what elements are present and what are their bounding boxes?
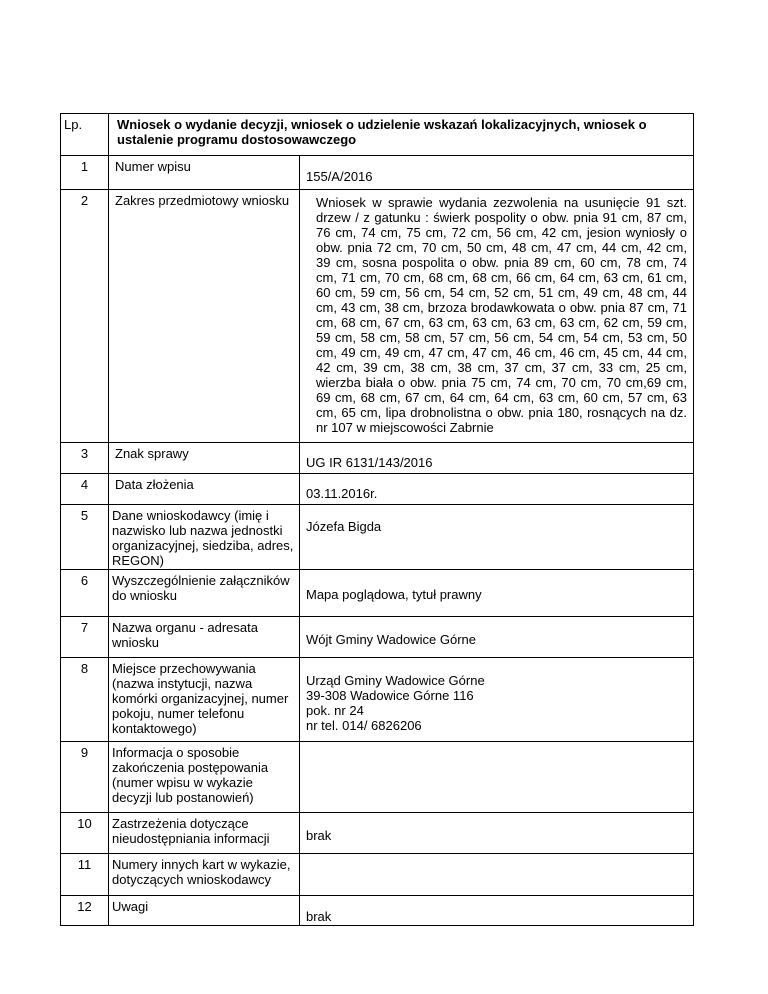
row-value: Wniosek w sprawie wydania zezwolenia na usunięcie 91 szt. drzew / z gatunku : świerk pospolity o obw. pnia 91 cm, 87 cm, 76 cm, 74 cm, 75 cm, 72 cm, 56 cm, 42 cm, jesion wyniosły o obw. pnia 72 cm, 70 cm, 50 cm, 48 cm, 47 cm, 44 cm, 42 cm, 39 cm, sosna pospolita o obw. pnia 89 cm, 60 cm, 78 cm, 74 cm, 71 cm, 70 cm, 68 cm, 68 cm, 66 cm, 64 cm, 63 cm, 61 cm, 60 cm, 59 cm, 56 cm, 54 cm, 52 cm, 51 cm, 49 cm, 48 cm, 44 cm, 43 cm, 38 cm, brzoza brodawkowata o obw. pnia 87 cm, 71 cm, 68 cm, 67 cm, 63 cm, 63 cm, 63 cm, 63 cm, 62 cm, 59 cm, 59 cm, 58 cm, 58 cm, 57 cm, 56 cm, 54 cm, 54 cm, 53 cm, 50 cm, 49 cm, 49 cm, 47 cm, 47 cm, 46 cm, 46 cm, 45 cm, 44 cm, 42 cm, 39 cm, 38 cm, 38 cm, 37 cm, 37 cm, 33 cm, 25 cm, wierzba biała o obw. pnia 75 cm, 74 cm, 70 cm, 70 cm,69 cm, 69 cm, 68 cm, 67 cm, 64 cm, 64 cm, 63 cm, 60 cm, 57 cm, 63 cm, 65 cm, lipa drobnolistna o obw. pnia 180, rosnących na dz. nr 107 w miejscowości Zabrnie xyxy=(300,190,694,443)
row-number: 11 xyxy=(61,854,109,896)
row-label: Informacja o sposobie zakończenia postępowania (numer wpisu w wykazie decyzji lub postanowień) xyxy=(109,742,300,813)
register-table xyxy=(60,113,694,926)
row-number: 9 xyxy=(61,742,109,813)
table-row xyxy=(61,658,694,742)
document-table-wrapper xyxy=(60,113,693,926)
row-number: 5 xyxy=(61,505,109,570)
table-row xyxy=(61,474,694,505)
row-value: Mapa poglądowa, tytuł prawny xyxy=(300,570,694,617)
table-row xyxy=(61,813,694,854)
address-line: 39-308 Wadowice Górne 116 xyxy=(306,688,474,703)
row-value: UG IR 6131/143/2016 xyxy=(300,443,694,474)
row-number: 7 xyxy=(61,617,109,658)
row-label: Data złożenia xyxy=(109,474,300,505)
row-value: brak xyxy=(300,813,694,854)
row-number: 3 xyxy=(61,443,109,474)
row-label: Zastrzeżenia dotyczące nieudostępniania informacji xyxy=(109,813,300,854)
header-row xyxy=(61,114,694,156)
row-label: Wyszczególnienie załączników do wniosku xyxy=(109,570,300,617)
row-value xyxy=(300,742,694,813)
header-title: Wniosek o wydanie decyzji, wniosek o udzielenie wskazań lokalizacyjnych, wniosek o ustalenie programu dostosowawczego xyxy=(109,114,694,156)
row-value xyxy=(300,854,694,896)
row-number: 10 xyxy=(61,813,109,854)
row-label: Nazwa organu - adresata wniosku xyxy=(109,617,300,658)
row-label: Dane wnioskodawcy (imię i nazwisko lub nazwa jednostki organizacyjnej, siedziba, adres, REGON) xyxy=(109,505,300,570)
table-row xyxy=(61,617,694,658)
row-label: Miejsce przechowywania (nazwa instytucji, nazwa komórki organizacyjnej, numer pokoju, numer telefonu kontaktowego) xyxy=(109,658,300,742)
address-line: pok. nr 24 xyxy=(306,703,364,718)
row-label: Zakres przedmiotowy wniosku xyxy=(109,190,300,443)
address-line: Urząd Gminy Wadowice Górne xyxy=(306,673,485,688)
row-value: brak xyxy=(300,896,694,926)
table-row xyxy=(61,854,694,896)
row-value xyxy=(300,658,694,742)
row-number: 1 xyxy=(61,156,109,190)
table-row xyxy=(61,896,694,926)
table-row xyxy=(61,505,694,570)
table-row xyxy=(61,443,694,474)
row-number: 8 xyxy=(61,658,109,742)
table-row xyxy=(61,190,694,443)
row-label: Uwagi xyxy=(109,896,300,926)
row-label: Numery innych kart w wykazie, dotyczących wnioskodawcy xyxy=(109,854,300,896)
row-number: 6 xyxy=(61,570,109,617)
table-row xyxy=(61,570,694,617)
row-value: 03.11.2016r. xyxy=(300,474,694,505)
table-row xyxy=(61,742,694,813)
row-number: 4 xyxy=(61,474,109,505)
row-value: Józefa Bigda xyxy=(300,505,694,570)
row-number: 12 xyxy=(61,896,109,926)
row-number: 2 xyxy=(61,190,109,443)
row-label: Znak sprawy xyxy=(109,443,300,474)
header-lp: Lp. xyxy=(61,114,109,156)
row-value: 155/A/2016 xyxy=(300,156,694,190)
table-row xyxy=(61,156,694,190)
address-line: nr tel. 014/ 6826206 xyxy=(306,718,422,733)
row-value: Wójt Gminy Wadowice Górne xyxy=(300,617,694,658)
row-label: Numer wpisu xyxy=(109,156,300,190)
